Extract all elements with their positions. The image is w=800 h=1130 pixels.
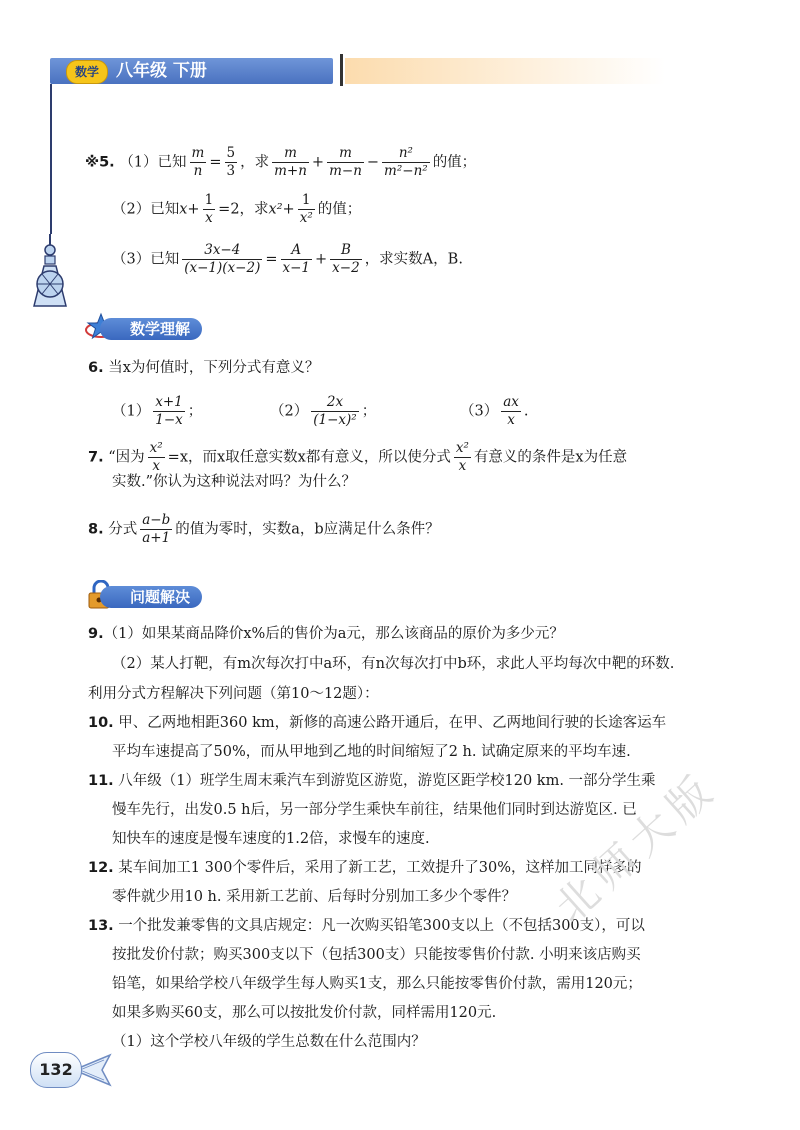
q13-line2: 按批发价付款；购买300支以下（包括300支）只能按零售价付款. 小明来该店购买: [112, 947, 641, 963]
fraction: $\frac{m}{m+n}$: [274, 145, 307, 179]
q11-line3: 知快车的速度是慢车速度的1.2倍，求慢车的速度.: [112, 831, 430, 847]
header-grade: 八年级 下册: [116, 61, 207, 81]
q5-part3: （3）已知 $\frac{3x-4}{(x-1)(x-2)}$ = $\frac{A}{x-1}$ + $\frac{B}{x-2}$ ，求实数A，B.: [112, 242, 463, 276]
fraction: $\frac{1}{\text{x²}}$: [299, 192, 313, 226]
q9-line2: （2）某人打靶，有m次每次打中a环，有n次每次打中b环，求此人平均每次中靶的环数.: [112, 656, 675, 672]
fraction: $\frac{x+1}{1-x}$: [155, 394, 183, 428]
q5-text: （1）已知: [119, 154, 187, 171]
fraction: $\frac{\text{x²}}{x}$: [455, 440, 469, 474]
fraction: $\frac{2x}{\text{(1−x)²}}$: [313, 394, 357, 428]
q11-line2: 慢车先行，出发0.5 h后，另一部分学生乘快车前往，结果他们同时到达游览区. 已: [112, 802, 637, 818]
fraction: $\frac{m}{m-n}$: [329, 145, 362, 179]
q5-number: ※5.: [85, 154, 115, 171]
fraction: $\frac{3x-4}{(x-1)(x-2)}$: [184, 242, 261, 276]
watermark: 北师大版: [545, 762, 727, 933]
q9-line1: 9.（1）如果某商品降价x%后的售价为a元，那么该商品的原价为多少元？: [88, 626, 564, 642]
fraction: $\frac{5}{3}$: [226, 145, 236, 179]
tower-icon: [28, 234, 72, 308]
q6-stem: 6. 当x为何值时，下列分式有意义？: [88, 360, 320, 376]
q5-part1: ※5. （1）已知 $\frac{m}{n}$ = $\frac{5}{3}$ ，求 $\frac{m}{m+n}$ + $\frac{m}{m-n}$ − $\frac{\text{n²}}{\text{m²−n²}}$ 的值；: [85, 145, 477, 179]
fraction: $\frac{m}{n}$: [191, 145, 205, 179]
q12-line1: 12. 某车间加工1 300个零件后，采用了新工艺，工效提升了30%，这样加工同样多的: [88, 860, 642, 876]
fraction: $\frac{A}{x-1}$: [282, 242, 311, 276]
q13-line4: 如果多购买60支，那么可以按批发价付款，同样需用120元.: [112, 1005, 497, 1021]
fraction: $\frac{a-b}{a+1}$: [142, 512, 171, 546]
fraction: $\frac{1}{x}$: [204, 192, 214, 226]
page-number: 132: [30, 1052, 82, 1088]
fraction: $\frac{\text{x²}}{x}$: [149, 440, 163, 474]
fraction: $\frac{ax}{x}$: [503, 394, 519, 428]
margin-line: [50, 84, 52, 234]
q7-line1: 7. “因为 $\frac{\text{x²}}{x}$ =x，而x取任意实数x都有意义，所以使分式 $\frac{\text{x²}}{x}$ 有意义的条件是x为任意: [88, 440, 628, 474]
header-logo: 数学: [66, 60, 108, 84]
q6-option-b: （2） $\frac{2x}{\text{(1−x)²}}$ ；: [270, 394, 377, 428]
q8: 8. 分式 $\frac{a-b}{a+1}$ 的值为零时，实数a，b应满足什么条件？: [88, 512, 440, 546]
q10-line2: 平均车速提高了50%，而从甲地到乙地的时间缩短了2 h. 试确定原来的平均车速.: [112, 744, 631, 760]
header-fade-band: [345, 58, 665, 84]
section-understanding: 数学理解: [100, 318, 202, 340]
q10-line1: 10. 甲、乙两地相距360 km，新修的高速公路开通后，在甲、乙两地间行驶的长途客运车: [88, 715, 667, 731]
q13-line5: （1）这个学校八年级的学生总数在什么范围内？: [112, 1034, 426, 1050]
section-problem-solving: 问题解决: [100, 586, 202, 608]
q6-option-c: （3） $\frac{ax}{x}$ .: [460, 394, 529, 428]
fraction: $\frac{B}{x-2}$: [332, 242, 360, 276]
fraction: $\frac{\text{n²}}{\text{m²−n²}}$: [384, 145, 428, 179]
q7-line2: 实数.”你认为这种说法对吗？为什么？: [112, 474, 357, 490]
instruction-line: 利用分式方程解决下列问题（第10～12题）：: [88, 686, 379, 702]
q13-line3: 铅笔，如果给学校八年级学生每人购买1支，那么只能按零售价付款，需用120元；: [112, 976, 642, 992]
q13-line1: 13. 一个批发兼零售的文具店规定：凡一次购买铅笔300支以上（不包括300支），可以: [88, 918, 645, 934]
q11-line1: 11. 八年级（1）班学生周末乘汽车到游览区游览，游览区距学校120 km. 一部分学生乘: [88, 773, 656, 789]
header-divider: [340, 54, 343, 86]
q6-option-a: （1） $\frac{x+1}{1-x}$ ；: [112, 394, 203, 428]
q5-part2: （2）已知x+ $\frac{1}{x}$ =2，求x²+ $\frac{1}{\text{x²}}$ 的值；: [112, 192, 362, 226]
q12-line2: 零件就少用10 h. 采用新工艺前、后每时分别加工多少个零件？: [112, 889, 517, 905]
